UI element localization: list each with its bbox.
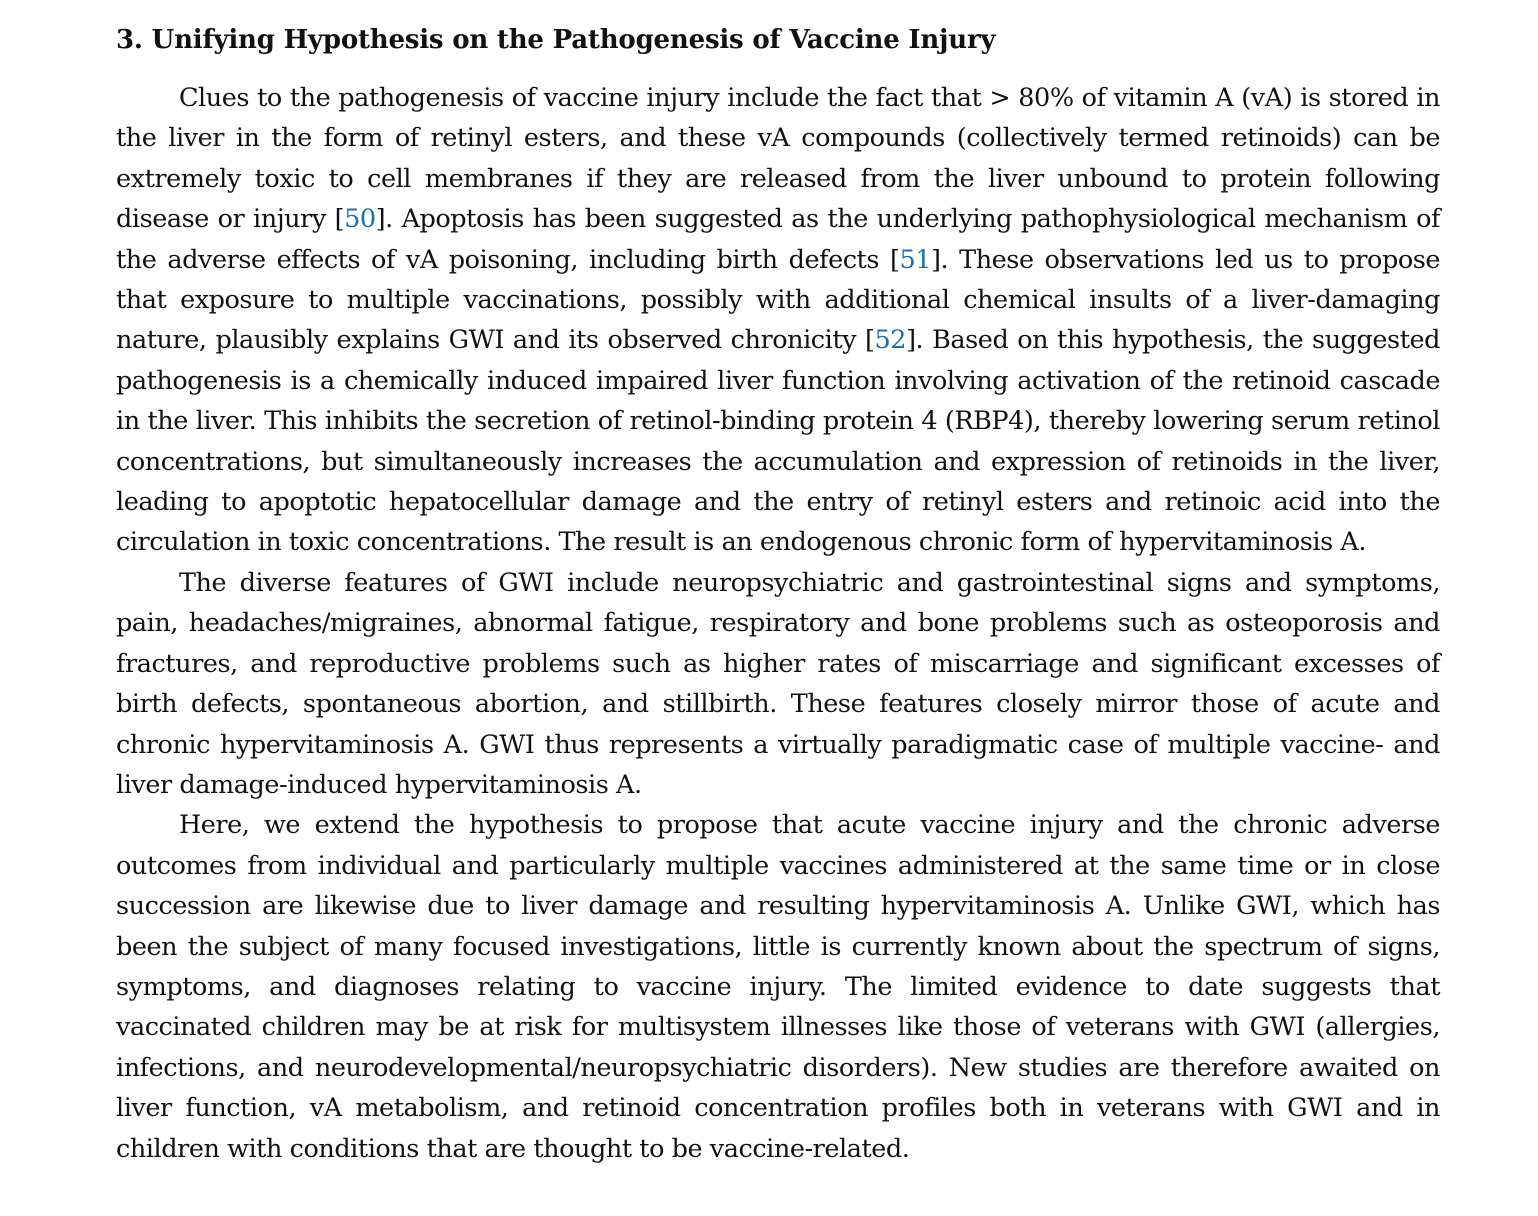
paragraph-2 (116, 563, 1440, 805)
document-page (116, 22, 1440, 1169)
paragraph-3 (116, 805, 1440, 1169)
paragraph-text: ]. These observations led us to propose that exposure to multiple vaccinations, possibly with additional chemical insults of a liver-damaging nature, plausibly explains GWI and its observed chronicity [ (116, 244, 1440, 356)
paragraph-1 (116, 78, 1440, 563)
paragraph-text: ]. Based on this hypothesis, the suggested pathogenesis is a chemically induced impaired liver function involving activation of the retinoid cascade in the liver. This inhibits the secretion of retinol-binding protein 4 (RBP4), thereby lowering serum retinol concentrations, but simultaneously increases the accumulation and expression of retinoids in the liver, leading to apoptotic hepatocellular damage and the entry of retinyl esters and retinoic acid into the circulation in toxic concentrations. The result is an endogenous chronic form of hypervitaminosis A. (116, 325, 1441, 558)
paragraph-text: Here, we extend the hypothesis to propose that acute vaccine injury and the chronic adverse outcomes from individual and particularly multiple vaccines administered at the same time or in close succession are likewise due to liver damage and resulting hypervitaminosis A. Unlike GWI, which has been the subject of many focused investigations, little is currently known about the spectrum of signs, symptoms, and diagnoses relating to vaccine injury. The limited evidence to date suggests that vaccinated children may be at risk for multisystem illnesses like those of veterans with GWI (allergies, infections, and neurodevelopmental/neuropsychiatric disorders). New studies are therefore awaited on liver function, vA metabolism, and retinoid concentration profiles both in veterans with GWI and in children with conditions that are thought to be vaccine-related. (116, 810, 1440, 1164)
section-heading (116, 22, 1440, 58)
paragraph-text: ]. Apoptosis has been suggested as the underlying pathophysiological mechanism of the adverse effects of vA poisoning, including birth defects [ (116, 204, 1440, 275)
citation-link-50[interactable]: 50 (344, 204, 376, 235)
citation-link-51[interactable]: 51 (899, 244, 932, 275)
section-title: Unifying Hypothesis on the Pathogenesis of Vaccine Injury (151, 25, 996, 55)
paragraph-text: Clues to the pathogenesis of vaccine injury include the fact that > 80% of vitamin A (vA) is stored in the liver in the form of retinyl esters, and these vA compounds (collectively termed retinoids) can be extremely toxic to cell membranes if they are released from the liver unbound to protein following disease or injury [ (116, 83, 1440, 235)
citation-link-52[interactable]: 52 (874, 325, 907, 356)
section-number: 3. (116, 25, 143, 55)
paragraph-text: The diverse features of GWI include neuropsychiatric and gastrointestinal signs and symptoms, pain, headaches/migraines, abnormal fatigue, respiratory and bone problems such as osteoporosis and fractures, and reproductive problems such as higher rates of miscarriage and significant excesses of birth defects, spontaneous abortion, and stillbirth. These features closely mirror those of acute and chronic hypervitaminosis A. GWI thus represents a virtually paradigmatic case of multiple vaccine- and liver damage-induced hypervitaminosis A. (116, 567, 1440, 800)
